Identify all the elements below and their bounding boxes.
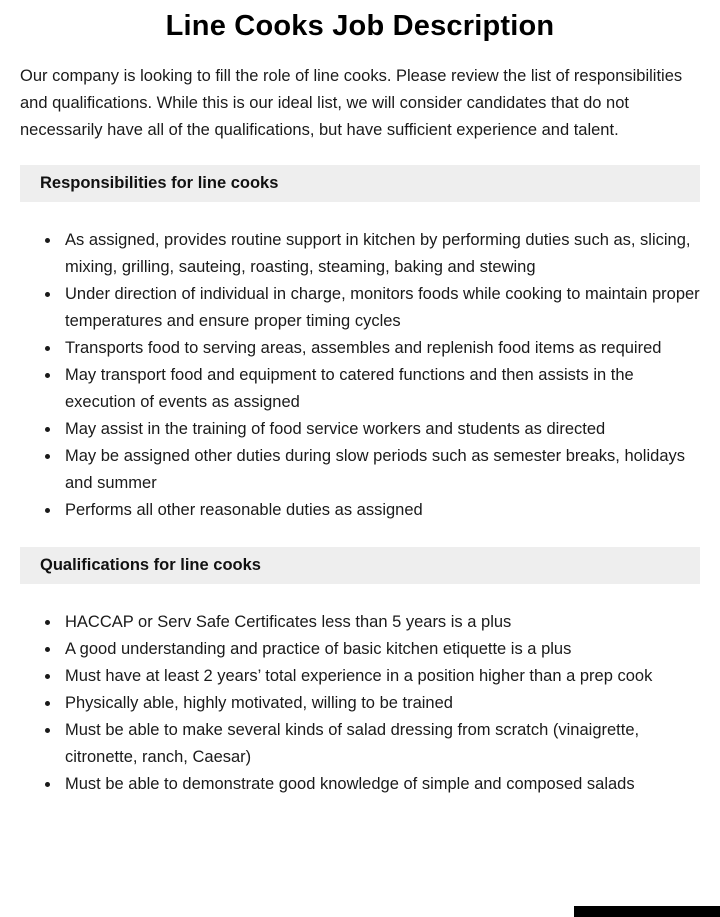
- list-item: • As assigned, provides routine support in kitchen by performing duties such as, slicing, mixing, grilling, sauteing, roasting, steaming, baking and stewing: [61, 227, 700, 281]
- list-item: • Under direction of individual in charge, monitors foods while cooking to maintain proper temperatures and ensure proper timing cycles: [61, 281, 700, 335]
- list-item: • Transports food to serving areas, assembles and replenish food items as required: [61, 335, 700, 362]
- list-item: • May assist in the training of food service workers and students as directed: [61, 416, 700, 443]
- list-item: • Must be able to make several kinds of salad dressing from scratch (vinaigrette, citronette, ranch, Caesar): [61, 717, 700, 771]
- list-item: • HACCAP or Serv Safe Certificates less than 5 years is a plus: [61, 609, 700, 636]
- responsibilities-list: [20, 227, 700, 524]
- list-item: • A good understanding and practice of basic kitchen etiquette is a plus: [61, 636, 700, 663]
- section-header-responsibilities: Responsibilities for line cooks: [20, 165, 700, 202]
- section-header-qualifications: Qualifications for line cooks: [20, 547, 700, 584]
- list-item: • Performs all other reasonable duties as assigned: [61, 497, 700, 524]
- intro-paragraph: Our company is looking to fill the role of line cooks. Please review the list of responsibilities and qualifications. While this is our ideal list, we will consider candidates that do not necessarily have all of the qualifications, but have sufficient experience and talent.: [20, 67, 683, 139]
- list-item: • May be assigned other duties during slow periods such as semester breaks, holidays and summer: [61, 443, 700, 497]
- footer-bar: [574, 906, 720, 917]
- list-item: • Physically able, highly motivated, willing to be trained: [61, 690, 700, 717]
- list-item: • Must have at least 2 years’ total experience in a position higher than a prep cook: [61, 663, 700, 690]
- page-title: Line Cooks Job Description: [165, 10, 555, 42]
- list-item: • Must be able to demonstrate good knowledge of simple and composed salads: [61, 771, 700, 798]
- list-item: • May transport food and equipment to catered functions and then assists in the execution of events as assigned: [61, 362, 700, 416]
- qualifications-list: [20, 609, 700, 798]
